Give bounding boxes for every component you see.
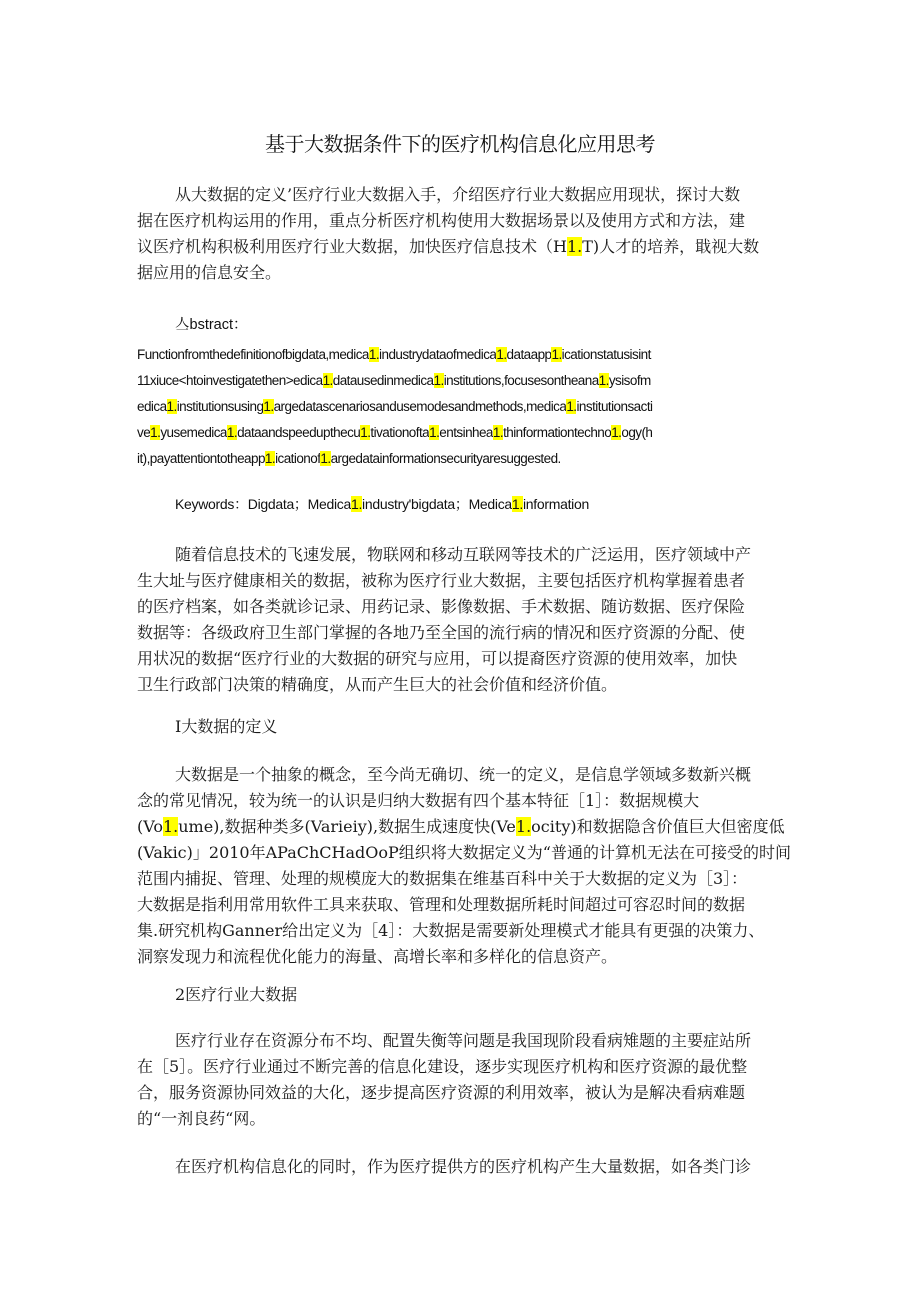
highlight: 1. bbox=[429, 425, 440, 440]
section-heading: 2医疗行业大数据 bbox=[175, 985, 298, 1004]
highlight: 1. bbox=[150, 425, 161, 440]
text-line: it),payattentiontotheapp1.icationof1.argedatainformationsecurityaresuggested. bbox=[137, 451, 561, 466]
text-line: Functionfromthedefinitionofbigdata,medica1.industrydataofmedica1.dataapp1.icationstatusisint bbox=[137, 347, 651, 362]
highlight: 1. bbox=[566, 399, 577, 414]
text-line: ve1.yusemedica1.dataandspeedupthecu1.tivationofta1.entsinhea1.thinformationtechno1.ogy(h bbox=[137, 425, 653, 440]
text-line: 合，服务资源协同效益的大化，逐步提高医疗资源的利用效率，被认为是解决看病难题 bbox=[137, 1083, 746, 1102]
text-line: 大数据是一个抽象的概念，至今尚无确切、统一的定义，是信息学领域多数新兴概 bbox=[175, 765, 752, 784]
text-line: 从大数据的定义’医疗行业大数据入手，介绍医疗行业大数据应用现状，探讨大数 bbox=[175, 185, 741, 204]
highlight: 1. bbox=[264, 451, 276, 466]
highlight: 1. bbox=[350, 496, 363, 512]
text-line: 卫生行政部门决策的精确度，从而产生巨大的社会价值和经济价值。 bbox=[137, 675, 618, 694]
highlight: 1. bbox=[320, 451, 331, 466]
text-line: 医疗行业存在资源分布不均、配置失衡等问题是我国现阶段看病雉题的主要症站所 bbox=[175, 1031, 752, 1050]
highlight: 1. bbox=[162, 817, 179, 836]
section-heading: I大数据的定义 bbox=[175, 717, 278, 736]
highlight: 1. bbox=[433, 373, 444, 388]
text-line: (Vakic)」2010年APaChCHadOoP组织将大数据定义为“普通的计算机无法在可接受的时间 bbox=[137, 843, 791, 862]
highlight: 1. bbox=[166, 399, 177, 414]
text-line: 念的常见情况，较为统一的认识是归纳大数据有四个基本特征［1］：数据规模大 bbox=[137, 791, 700, 810]
section1-paragraph bbox=[137, 762, 797, 970]
highlight: 1. bbox=[492, 425, 504, 440]
text-line: 据应用的信息安全。 bbox=[137, 263, 282, 282]
abstract-cn bbox=[137, 182, 797, 286]
highlight: 1. bbox=[226, 425, 238, 440]
text-line: 在医疗机构信息化的同时，作为医疗提供方的医疗机构产生大量数据，如各类门诊 bbox=[175, 1157, 752, 1176]
text-line: 随着信息技术的飞速发展，物联网和移动互联网等技术的广泛运用，医疗领域中产 bbox=[175, 545, 752, 564]
text-line: 生大址与医疗健康相关的数据，被称为医疗行业大数据，主要包括医疗机构掌握着患者 bbox=[137, 571, 746, 590]
highlight: 1. bbox=[368, 347, 380, 362]
highlight: 1. bbox=[263, 399, 274, 414]
section3-paragraph bbox=[137, 1154, 797, 1180]
text-line: 议医疗机构积极利用医疗行业大数据，加快医疗信息技术（H1.T)人才的培养，戢视大数 bbox=[137, 237, 760, 256]
text-line: 数据等：各级政府卫生部门掌握的各地乃至全国的流行病的情况和医疗资源的分配、使 bbox=[137, 623, 746, 642]
highlight: 1. bbox=[511, 496, 523, 512]
abstract-en bbox=[137, 342, 797, 472]
text-line: 的医疗档案，如各类就诊记录、用药记录、影像数据、手术数据、随访数据、医疗保险 bbox=[137, 597, 746, 616]
text-line: 的“一剂良药“网。 bbox=[137, 1109, 266, 1128]
highlight: 1. bbox=[598, 373, 609, 388]
text-line: 大数据是指利用常用软件工具来获取、管理和处理数据所耗时间超过可容忍时间的数据 bbox=[137, 895, 746, 914]
highlight: 1. bbox=[551, 347, 562, 362]
text-line: 据在医疗机构运用的作用，重点分析医疗机构使用大数据场景以及使用方式和方法，建 bbox=[137, 211, 746, 230]
highlight: 1. bbox=[611, 425, 622, 440]
text-line: (Vo1.ume),数据种类多(Varieiy),数据生成速度快(Ve1.ocity)和数据隐含价值巨大但密度低 bbox=[137, 817, 785, 836]
highlight: 1. bbox=[360, 425, 371, 440]
highlight: 1. bbox=[322, 373, 333, 388]
page-title: 基于大数据条件下的医疗机构信息化应用思考 bbox=[265, 132, 655, 156]
abstract-label: 亼bstract： bbox=[175, 317, 248, 333]
text-line: 用状况的数据“医疗行业的大数据的研究与应用，可以提裔医疗资源的使用效率，加快 bbox=[137, 649, 738, 668]
text-line: 11xiuce<htoinvestigatethen>edica1.datausedinmedica1.institutions,focusesontheana1.ysisofm bbox=[137, 373, 651, 388]
highlight: 1. bbox=[566, 237, 583, 256]
intro-paragraph bbox=[137, 542, 797, 698]
text-line: 集.研究机构Ganner给出定义为［4］：大数据是需要新处理模式才能具有更强的决策力、 bbox=[137, 921, 765, 940]
text-line: edica1.institutionsusing1.argedatascenariosandusemodesandmethods,medica1.institutionsacti bbox=[137, 399, 653, 414]
text-line: 洞察发现力和流程优化能力的海量、高增长率和多样化的信息资产。 bbox=[137, 947, 618, 966]
text-line: 在［5］。医疗行业通过不断完善的信息化建设，逐步实现医疗机构和医疗资源的最优整 bbox=[137, 1057, 748, 1076]
highlight: 1. bbox=[515, 817, 532, 836]
text-line: 范围内捕捉、管理、处理的规模庞大的数据集在维基百科中关于大数据的定义为［3］： bbox=[137, 869, 748, 888]
section2-paragraph bbox=[137, 1028, 797, 1132]
highlight: 1. bbox=[496, 347, 507, 362]
keywords: Keywords：Digdata；Medica1.industry'bigdata；Medica1.information bbox=[175, 496, 589, 512]
